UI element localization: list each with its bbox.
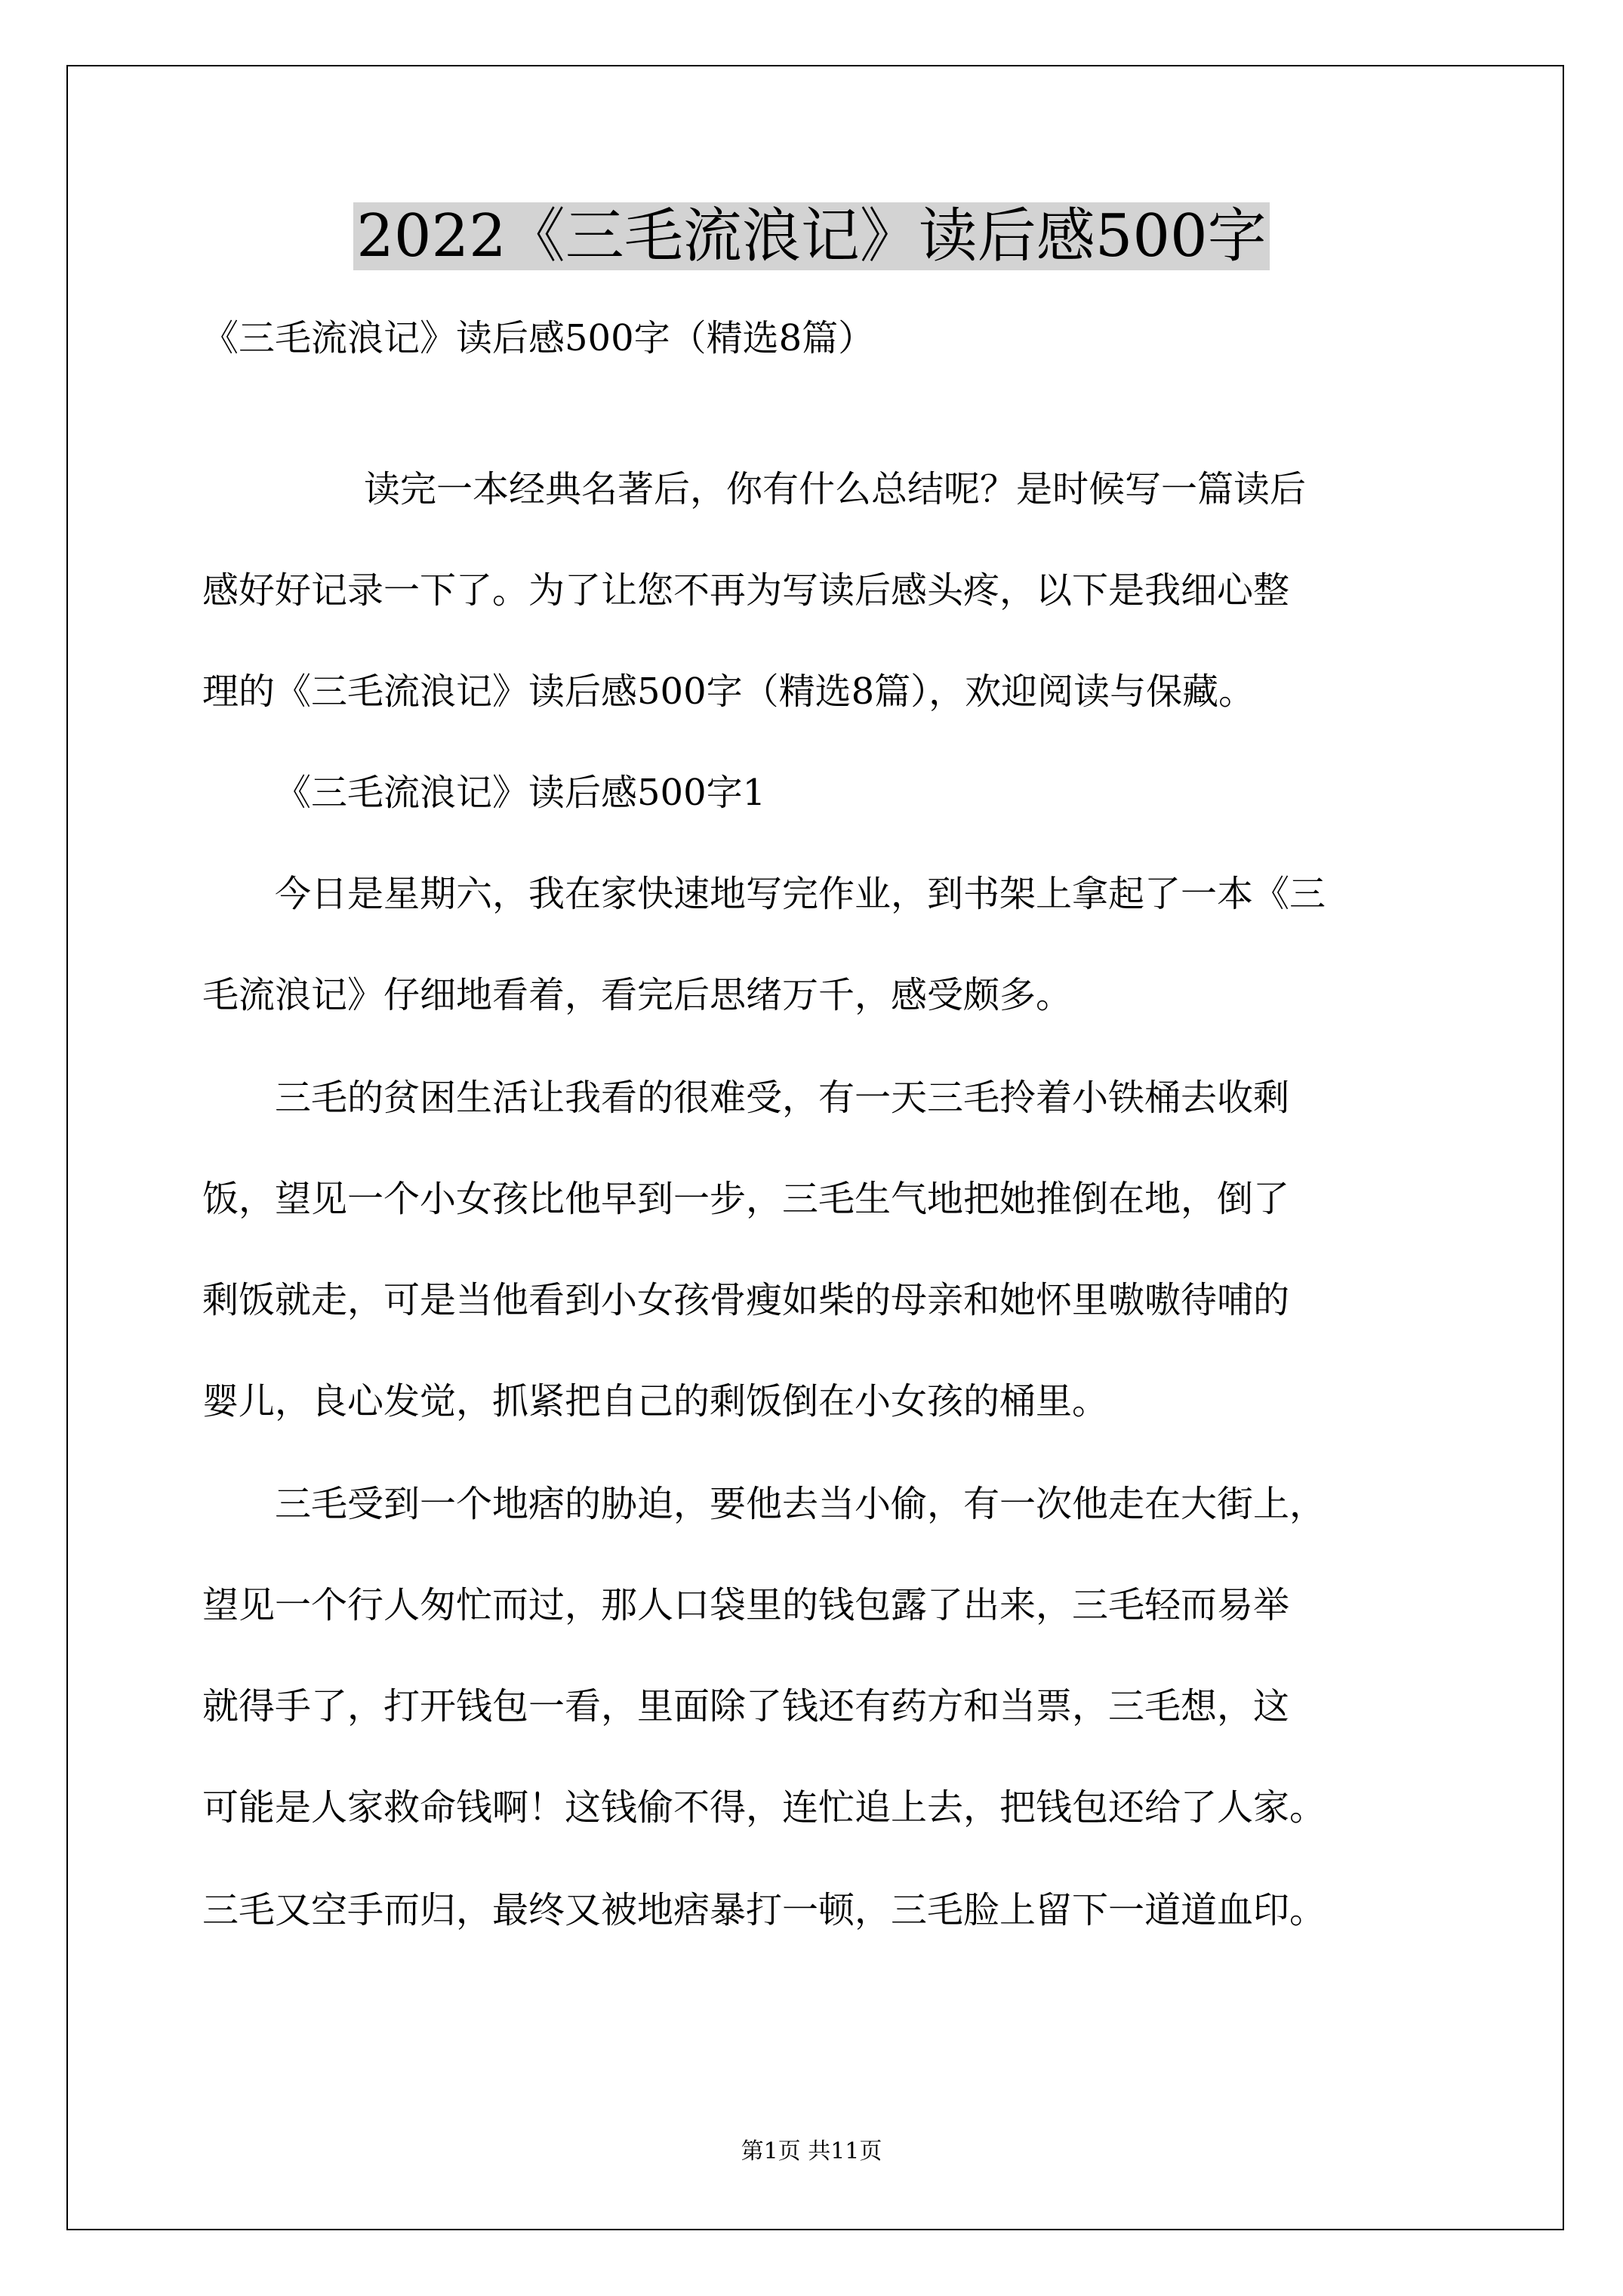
- intro-line-2: 感好好记录一下了。为了让您不再为写读后感头疼，以下是我细心整: [202, 569, 1290, 612]
- para2-line-4: 婴儿，良心发觉，抓紧把自己的剩饭倒在小女孩的桶里。: [202, 1380, 1109, 1422]
- section-heading-1: 《三毛流浪记》读后感500字1: [275, 772, 766, 814]
- document-title: 2022《三毛流浪记》读后感500字: [353, 202, 1269, 270]
- para2-line-3: 剩饭就走，可是当他看到小女孩骨瘦如柴的母亲和她怀里嗷嗷待哺的: [202, 1279, 1290, 1321]
- para3-line-1: 三毛受到一个地痞的胁迫，要他去当小偷，有一次他走在大街上，: [275, 1483, 1326, 1525]
- subtitle-line: 《三毛流浪记》读后感500字（精选8篇）: [202, 317, 875, 359]
- para3-line-2: 望见一个行人匆忙而过，那人口袋里的钱包露了出来，三毛轻而易举: [202, 1584, 1290, 1626]
- para3-line-3: 就得手了，打开钱包一看，里面除了钱还有药方和当票，三毛想，这: [202, 1685, 1290, 1727]
- para2-line-1: 三毛的贫困生活让我看的很难受，有一天三毛拎着小铁桶去收剩: [275, 1077, 1290, 1119]
- intro-line-3: 理的《三毛流浪记》读后感500字（精选8篇），欢迎阅读与保藏。: [202, 670, 1255, 713]
- para1-line-2: 毛流浪记》仔细地看着，看完后思绪万千，感受颇多。: [202, 974, 1073, 1016]
- page-footer: 第1页 共11页: [741, 2138, 882, 2165]
- document-title-block: [0, 198, 1623, 275]
- para3-line-4: 可能是人家救命钱啊！这钱偷不得，连忙追上去，把钱包还给了人家。: [202, 1786, 1326, 1829]
- intro-line-1: 读完一本经典名著后，你有什么总结呢？是时候写一篇读后: [364, 468, 1307, 510]
- para3-line-5: 三毛又空手而归，最终又被地痞暴打一顿，三毛脸上留下一道道血印。: [202, 1889, 1326, 1931]
- para2-line-2: 饭，望见一个小女孩比他早到一步，三毛生气地把她推倒在地，倒了: [202, 1178, 1290, 1220]
- para1-line-1: 今日是星期六，我在家快速地写完作业，到书架上拿起了一本《三: [275, 873, 1326, 915]
